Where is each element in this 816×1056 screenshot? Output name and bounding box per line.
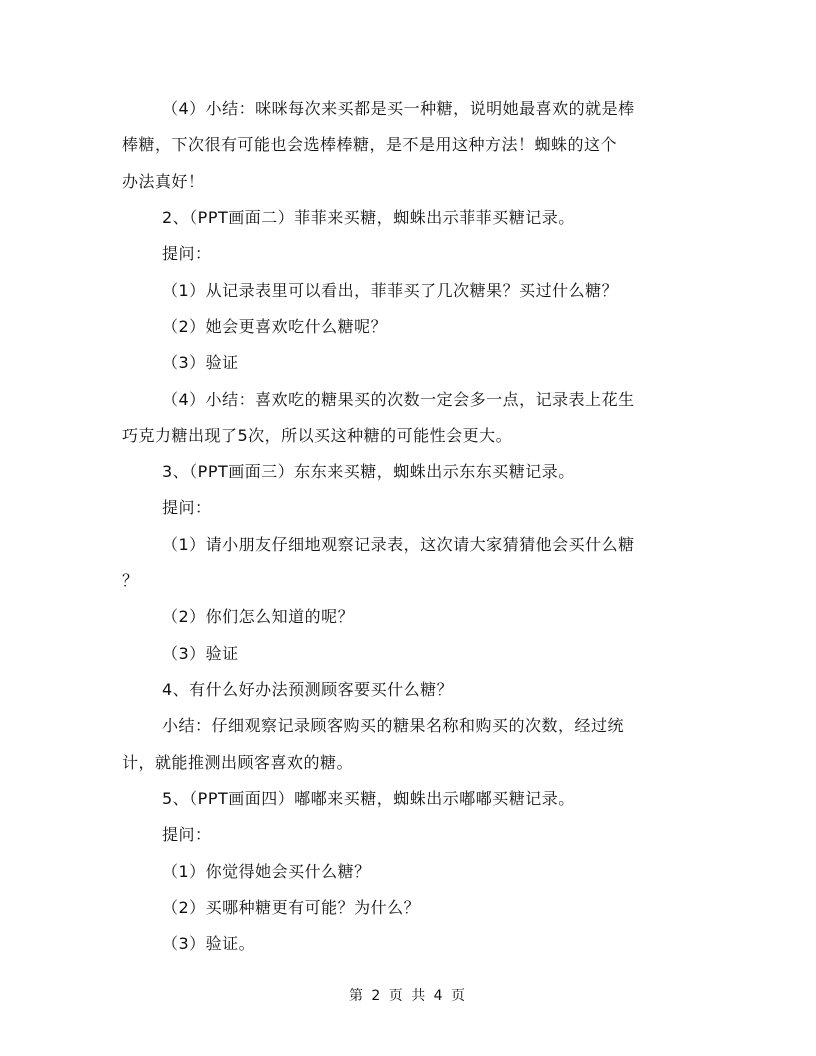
list-item: （3）验证。 bbox=[162, 934, 256, 953]
list-item: （1）请小朋友仔细地观察记录表，这次请大家猜猜他会买什么糖 bbox=[162, 535, 635, 554]
section-heading: 2、（PPT画面二）菲菲来买糖，蜘蛛出示菲菲买糖记录。 bbox=[162, 208, 575, 227]
list-item: （3）验证 bbox=[162, 644, 239, 663]
section-heading: 4、有什么好办法预测顾客要买什么糖？ bbox=[162, 680, 454, 699]
paragraph-line: 棒糖，下次很有可能也会选棒棒糖，是不是用这种方法！蜘蛛的这个 bbox=[122, 135, 618, 154]
paragraph-line: （4）小结：咪咪每次来买都是买一种糖，说明她最喜欢的就是棒 bbox=[162, 99, 635, 118]
paragraph-line: ？ bbox=[122, 571, 139, 590]
paragraph-line: 计，就能推测出顾客喜欢的糖。 bbox=[122, 753, 354, 772]
section-heading: 3、（PPT画面三）东东来买糖，蜘蛛出示东东买糖记录。 bbox=[162, 462, 575, 481]
page-footer: 第 2 页 共 4 页 bbox=[348, 988, 468, 1004]
paragraph-line: 巧克力糖出现了5次，所以买这种糖的可能性会更大。 bbox=[122, 426, 513, 445]
question-label: 提问： bbox=[162, 498, 212, 517]
list-item: （2）你们怎么知道的呢？ bbox=[162, 607, 355, 626]
section-heading: 5、（PPT画面四）嘟嘟来买糖，蜘蛛出示嘟嘟买糖记录。 bbox=[162, 789, 575, 808]
list-item: （3）验证 bbox=[162, 353, 239, 372]
paragraph-line: 办法真好！ bbox=[122, 172, 205, 191]
list-item: （2）买哪种糖更有可能？为什么？ bbox=[162, 898, 421, 917]
question-label: 提问： bbox=[162, 825, 212, 844]
question-label: 提问： bbox=[162, 244, 212, 263]
list-item: （4）小结：喜欢吃的糖果买的次数一定会多一点，记录表上花生 bbox=[162, 390, 635, 409]
list-item: （1）你觉得她会买什么糖？ bbox=[162, 862, 371, 881]
list-item: （1）从记录表里可以看出，菲菲买了几次糖果？买过什么糖？ bbox=[162, 281, 619, 300]
list-item: （2）她会更喜欢吃什么糖呢？ bbox=[162, 317, 388, 336]
paragraph-line: 小结：仔细观察记录顾客购买的糖果名称和购买的次数，经过统 bbox=[162, 716, 625, 735]
